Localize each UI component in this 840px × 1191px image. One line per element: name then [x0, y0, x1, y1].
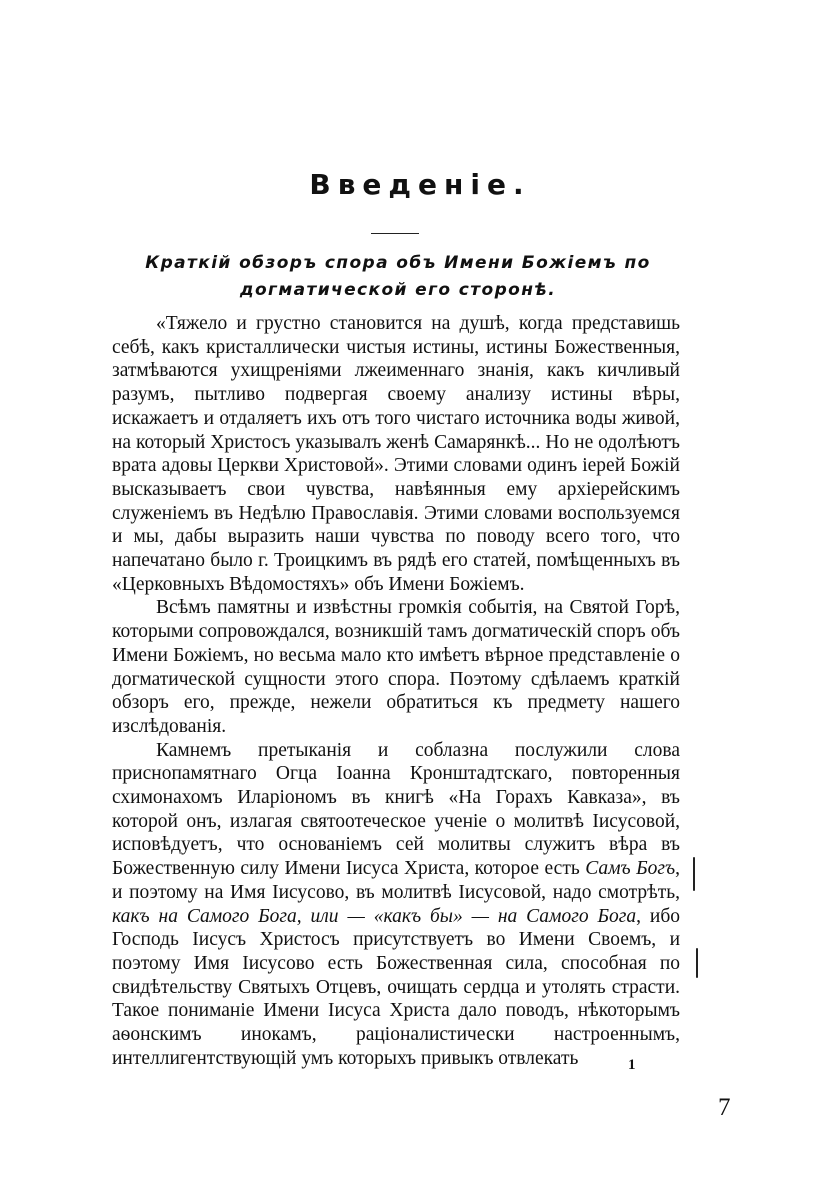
paragraph-3-text-b: , и поэтому на Имя Iисусово, въ молитвѣ Iисусовой, надо смотрѣть, [112, 858, 681, 903]
paragraph-3-text-a: Камнемъ претыканiя и соблазна послужили слова приснопамятнаго Огца Iоанна Кронштадтскаго, повторенныя схимонахомъ Иларiономъ въ книгѣ «На Горахъ Кавказа», въ которой онъ, излагая святоотеческое ученiе о молитвѣ Iисусовой, исповѣдуетъ, что основанiемъ сей молитвы служитъ вѣра въ Божественную силу Имени Iисуса Христа, которое есть [112, 739, 680, 880]
paragraph-2: Всѣмъ памятны и извѣстны громкiя событiя, на Святой Горѣ, которыми сопровождался, возникшiй тамъ догматическiй споръ объ Имени Божiемъ, но весьма мало кто имѣетъ вѣрное представленiе о догматической сущности этого спора. Поэтому сдѣлаемъ краткiй обзоръ его, прежде, нежели обратиться къ предмету нашего изслѣдованiя. [112, 597, 680, 737]
paragraph-3-emphasis-2: какъ на Самого Бога, или — «какъ бы» — на Самого Бога [112, 905, 637, 927]
paragraph-3-emphasis-1: Самъ Богъ [585, 858, 676, 880]
subtitle-line-2: догматической его сторонѣ. [239, 280, 557, 300]
paragraph-1: «Тяжело и грустно становится на душѣ, когда представишь себѣ, какъ кристаллически чистыя истины, истины Божественныя, затмѣваются ухищренiями лжеименнаго знанiя, какъ кичливый разумъ, пытливо подвергая своему анализу истины вѣры, искажаетъ и отдаляетъ ихъ отъ того чистаго источника воды живой, на который Христосъ указывалъ женѣ Самарянкѣ... Но не одолѣютъ врата адовы Церкви Христовой». Этими словами одинъ iерей Божiй высказываетъ свои чувства, навѣянныя ему архiерейскимъ служенiемъ въ Недѣлю Православiя. Этими словами воспользуемся и мы, дабы выразить наши чувства по поводу всего того, что напечатано было г. Троицкимъ въ рядѣ его статей, помѣщенныхъ въ «Церковныхъ Вѣдомостяхъ» объ Имени Божiемъ. [112, 313, 680, 595]
body-text [112, 312, 680, 1071]
chapter-title: Введенiе. [309, 168, 531, 201]
footnote-mark: 1 [628, 1057, 636, 1073]
subtitle-line-1: Краткiй обзоръ спора объ Имени Божiемъ по [145, 253, 651, 273]
paragraph-3 [112, 739, 680, 1071]
page-number: 7 [718, 1094, 731, 1121]
margin-pencil-mark-2 [696, 948, 698, 978]
chapter-subtitle [108, 250, 688, 304]
title-divider [371, 233, 419, 234]
paragraph-3-text-c: , ибо Господь Iисусъ Христосъ присутствуетъ во Имени Своемъ, и поэтому Имя Iисусово есть Божественная сила, способная по свидѣтельству Святыхъ Отцевъ, очищать сердца и утолять страсти. Такое пониманiе Имени Iисуса Христа дало поводъ, нѣкоторымъ аѳонскимъ инокамъ, рацiоналистически настроеннымъ, интеллигентствующiй умъ которыхъ привыкъ отвлекать [112, 905, 681, 1069]
margin-pencil-mark-1 [693, 857, 695, 891]
